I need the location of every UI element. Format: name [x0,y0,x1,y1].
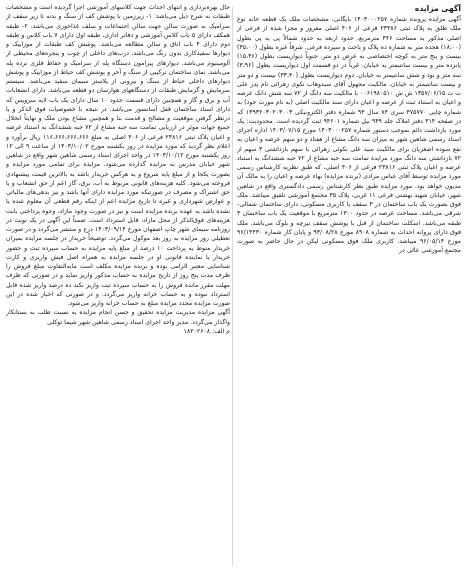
notice-closing-paragraph: آگهی مزایده مدیریت مزایده تحقیق و حسن انجام مزایده به نسبت طلب به بستانکار واگذار می‌گردد. مدیر واحد اجرای اسناد رسمی شاهین شهر شیما توکلی [6,309,230,326]
notice-paragraph: حال بهره‌برداری و انتهای احداث جهت کلاسهای آموزشی اجرا گردیده است و مشخصات طبقات به شرح ذیل می‌باشد: ۱- زیرزمین با پوشش کف از سنگ و بدنه تا زیر سقف از سرامیک به صورت سالن جهت سالن اجتماعات و سلف غذاخوری می‌باشد. ۲- طبقه همکف دارای ۵ باب کلاس آموزشی و دفاتر اداری، طبقه اول دارای ۷ باب کلاس و طبقه دوم دارای ۴ باب اتاق و سالن مطالعه می‌باشد. پوشش کف طبقات از موزاییک و دیوارها سفیدکاری بدون رنگ می‌باشد. درب‌های داخلی از چوب و پنجره‌های محیطی از آلومینیوم می‌باشد. دیوارهای پیرامون دستگاه پله از سرامیک و حفاظ فلزی نرده پله می‌باشد. نمای ساختمان ترکیبی از سنگ و آجر و پوشش کف حیاط از موزاییک و پوشش دیوارهای داخلی حیاط از سنگ و بیرونی از پلاستر سیمان سفید می‌باشد. سیستم سرمایش و گرمایش طبقات از دستگاههای هوارسان دو قطعه می‌باشد. دارای انشعابات آب و برق و گاز و همچنین دارای قسمت حدود ۱۰ سال دارای یک باب لایه سرویس که دارای اسناد ساختمان قفل آسانسور می‌باشد. در نتیجه با خصوصیات فوق الذکر و با درنظر گرفتن موقعیت و مصالح و قدمت بنا و همچنین مشاع بودن ملک و نهایتاً انحلال جمیع جهات موثر در ارزیابی تمامت سه حبه مشاع از ۷۲ حبه ششدانگ به استناد عرصه و اعیان پلاک ثبتی ۲۳۸۱۶ فرعی از ۴۰۶ اصلی به مبلغ ۱۱۶،۶۶۶،۶۶۶،۶۶۶ ریال برآورد و اعلام نظر گردید که مورد مزایده در روز یکشنبه مورخ ۱۴۰۳/۱۰/۰۲ از ساعت ۹ الی ۱۲ روز یکشنبه مورخ ۱۴۰۳/۱۰/۱۲ در واحد اجرای اسناد رسمی شاهین شهر واقع در شاهین شهر خیابان مدرس به مزایده گذارده می‌شود. مزایده برای تمامی مورد مزایده و بصورت یکجا و از مبلغ پایه شروع و به هرکس خریدار باشد به بالاترین قیمت پیشنهادی فروخته می‌شود. کلیه هزینه‌های قانونی مربوط به آب، برق، گاز اعم از حق انشعاب و یا حق اشتراک و مصرف در صورتیکه مورد مزایده دارای آنها باشد و نیز بدهی‌های مالیاتی و عوارض شهرداری و غیره تا تاریخ مزایده اعم از اینکه رقم قطعی آن معلوم شده یا نشده باشد به عهده برنده مزایده است و نیز در صورت وجود مازاد، وجوه پرداختی بابت هزینه‌های فوق‌الذکر از محل مازاد، قابل استرداد است. ضمناً این آگهی در یک نوبت در روزنامه سیمای شهر چاپ اصفهان مورخ ۱۴۰۳/۰۹/۱۴ درج و منتشر می‌گردد و در صورت تعطیلی روز مزایده به روز بعد موکول می‌گردد. توضیحاً خریدار در جلسه مزایده بمیزان خریدار منوط به پرداخت ۱۰ درصد از مبلغ پایه مزایده به حساب سپرده ثبت و حضور خریدار یا نماینده قانونی او در جلسه مزایده به همراه اصل فیش واریزی و کارت شناسایی معتبر الزامی بوده و برنده مزایده مکلف است مابه‌التفاوت مبلغ فروش را ظرف مدت پنج روز از تاریخ مزایده به حساب مذکور واریز نماید و در صورتی که ظرف مهلت مقرر مانده فروش را به حساب سپرده ثبت واریز نکند ده درصد واریز شده قابل استرداد نبوده و به حساب خزانه واریز می‌گردد. و در صورتی که اخبار شده در این صورت مزایده مجدد مزایده مبلغ به حساب خزانه واریز می‌شود. [6,4,230,307]
notice-right-column [237,3,461,571]
notice-left-column [6,3,230,571]
column-divider [232,6,233,566]
notice-title: آگهی مزایده [414,4,461,13]
notice-reference-code: م الف: ۱۸۲۰۲۶۰۸ [183,327,230,335]
notice-paragraph: آگهی مزایده پرونده شماره ۱۴۰۳۰۰۰۲۵۷ بایگانی، مشخصات ملک یک قطعه خانه نوع ملک طلق به پلاک ثبتی ۲۳۴۸۶ فرعی از ۴۰۶ اصلی مفروز و مجزا شده از فرعی از اصلی مذکور به مساحت ۴۴۶ مترمربع، حدود اربعه به حدود شمالاً پی به پی بطول (۱۸،۰۰) هجده متر به شماره ده پلاک و یاخت و سپرده فرعی. شرقاً غیره بطول (۳۵،۰۰) بیست و پنج متر به کوچه اختصاصی به عرض دو متر. جنوباً دیواریست بطول (۱۵،۴۶) پانزده متر و بیست سانتیمتر به خیابان. غرباً در دو قسمت اول دیواریست بطول (۳،۹۶) سه متر و نود و شش سانتیمتر به خیابان. دوم دیواریست بطول (۳۳،۴۰) بیست و دو متر و بیست سانتیمتر به خیابان. مالکیت مجهول آقای سیدوهاب نکوی زهرائی نام پدر علی ت ت ۱۳۵۷/۰۶/۱۵ ش ش ۰۰۶۱۹۸۰۵۱۰ با مالکیت سه دانگ از ۷۲ سه شش دانک عرصه و اعیان به استناد ثبت از عرصه و اعیان دارای سند مالکیت اصلی (به نام مورث خود) به شماره چاپی ۴۷۵۷۷۰ سری ۸۴ سال ۹۳ شماره دفتر الکترونیکی ۱۳۹۳۲۰۳۰۲۰۳۰۰۳ که در صفحه ۳۱۴ دفتر املاک جلد ۹۴۹ بیل شماره ۹۴۶۰۱ ثبت گردیده است. محدودیت: یک مورد بازداشت دائم بموجب دستور شماره ۱۴۰۳۰۰۰۲۵۷ مورخ ۱۴۰۳/۰۷/۱۵ اداره اجرای اسناد رسمی شاهین شهر به میزان سه دانگ مشاع از هفتاد و دو سهم عرصه و اعیان به نفع سوده اصغریان برای مالکیت سید علی نکوئی زهرائی با سهم بازداشتی ۳ سهم از ۷۲ بازداشتی سه دانگ مورد مزایده تمامت سه حبه مشاع از ۷۲ حبه ششدانگ به استناد عرصه و اعیان پلاک ثبتی ۲۳۸۱۶ فرعی از ۴۰۶ اصلی، که طبق نظریه کارشناس رسمی مورد مزایده توسط آقای عباس مرادی (برنده مزایده) بهاء عرصه و اعیان را به مالک آن مدیون خواهد بود. مورد مزایده طبق نظر کارشناس رسمی دادگستری واقع در شاهین شهر، خیابان شهید بهشتی فرعی ۱۱ غربی، پلاک ۳۵ مجتمع آموزشی تلفیق میباشد. ملک فوق بصورت یک باب ساختمان در ۳ سقف با کاربری مسکونی، دارای ساختمان شمالی- شرقی می‌باشد. مساحت عرصه در حدود ۱۳۰۰ مترمربع با موقعیت یک باب ساختمان ۳ طبقه می‌باشد. اسکلت ساختمان از قبل با پوشش سقف تیرچه و بلوک می‌باشد. ملک فوق دارای پروانه احداث به شماره ۸۹۰۸ مورخ ۹۳/۰۸/۲۸ و پایان کار شماره ۹۶/۱۴۴۳۰ مورخ ۹۶/۰۵/۱۴ میباشد. کاربری ملک فوق مسکونی لیکن در حال حاضر به صورت مجتمع آموزشی عالی در [237,16,461,255]
